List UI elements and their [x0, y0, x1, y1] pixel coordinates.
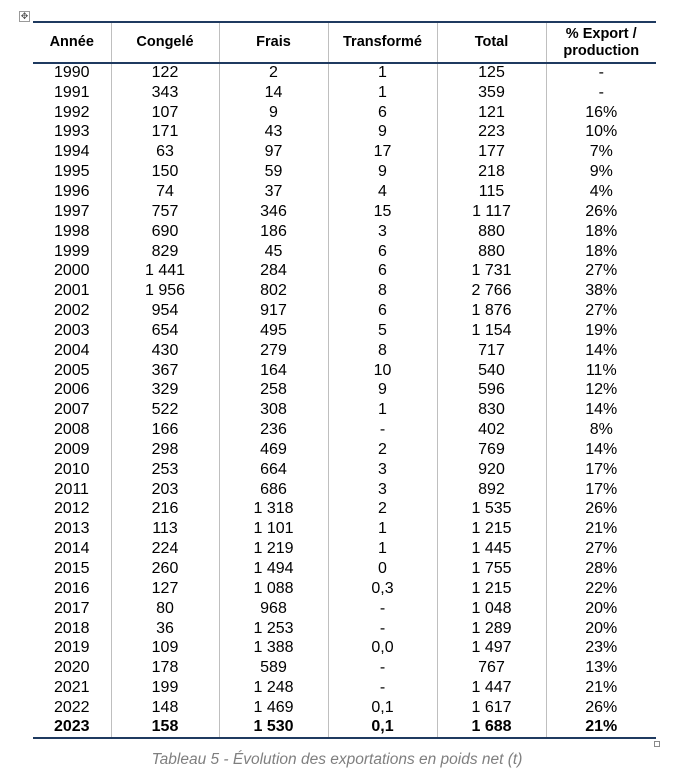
cell-annee: 1999 [53, 242, 90, 260]
table-row [33, 281, 656, 301]
cell-pct: 21% [546, 678, 656, 698]
cell-frais: 1 494 [219, 559, 328, 579]
cell-transforme: - [328, 658, 437, 678]
cell-congele: 171 [111, 123, 219, 143]
table-row [33, 500, 656, 520]
cell-transforme: 3 [328, 222, 437, 242]
cell-pct: 20% [546, 619, 656, 639]
table-row [33, 619, 656, 639]
table-row [33, 718, 656, 738]
table-row [33, 63, 656, 83]
table-row [33, 440, 656, 460]
cell-congele: 158 [111, 718, 219, 738]
cell-total: 1 688 [437, 718, 546, 738]
cell-pct: 18% [546, 242, 656, 262]
cell-congele: 522 [111, 400, 219, 420]
cell-frais: 686 [219, 480, 328, 500]
cell-transforme: 0,0 [328, 638, 437, 658]
cell-annee: 2019 [53, 639, 90, 657]
cell-frais: 1 219 [219, 539, 328, 559]
cell-pct: 14% [546, 440, 656, 460]
cell-transforme: 3 [328, 480, 437, 500]
cell-annee: 2009 [53, 440, 90, 458]
cell-transforme: 10 [328, 361, 437, 381]
cell-transforme: 2 [328, 440, 437, 460]
cell-pct: 27% [546, 301, 656, 321]
cell-pct: 23% [546, 638, 656, 658]
cell-congele: 113 [111, 519, 219, 539]
cell-total: 1 535 [437, 500, 546, 520]
cell-annee: 1992 [53, 103, 90, 121]
cell-pct: 17% [546, 460, 656, 480]
header-total: Total [437, 22, 546, 63]
cell-congele: 107 [111, 103, 219, 123]
cell-congele: 329 [111, 381, 219, 401]
cell-annee: 2005 [53, 361, 90, 379]
cell-annee: 2000 [53, 262, 90, 280]
table-row [33, 123, 656, 143]
table-row [33, 301, 656, 321]
cell-transforme: 8 [328, 281, 437, 301]
cell-transforme: 1 [328, 83, 437, 103]
cell-congele: 253 [111, 460, 219, 480]
table-row [33, 361, 656, 381]
cell-pct: 26% [546, 500, 656, 520]
table-body [33, 63, 656, 738]
cell-transforme: 8 [328, 341, 437, 361]
table-row [33, 381, 656, 401]
header-pct-export [546, 22, 656, 63]
cell-pct: 20% [546, 599, 656, 619]
cell-total: 402 [437, 420, 546, 440]
header-annee: Année [33, 22, 111, 63]
cell-transforme: 5 [328, 321, 437, 341]
cell-transforme: 9 [328, 162, 437, 182]
cell-transforme: - [328, 678, 437, 698]
cell-annee: 1990 [53, 64, 90, 82]
cell-total: 1 215 [437, 519, 546, 539]
cell-annee: 2018 [53, 619, 90, 637]
cell-frais: 164 [219, 361, 328, 381]
cell-frais: 43 [219, 123, 328, 143]
cell-congele: 260 [111, 559, 219, 579]
cell-congele: 122 [111, 63, 219, 83]
cell-frais: 2 [219, 63, 328, 83]
cell-pct: 7% [546, 142, 656, 162]
cell-total: 1 755 [437, 559, 546, 579]
cell-congele: 127 [111, 579, 219, 599]
cell-pct: - [546, 63, 656, 83]
cell-pct: 10% [546, 123, 656, 143]
table-row [33, 182, 656, 202]
cell-total: 830 [437, 400, 546, 420]
cell-frais: 236 [219, 420, 328, 440]
cell-congele: 150 [111, 162, 219, 182]
cell-total: 1 497 [437, 638, 546, 658]
cell-annee: 1993 [53, 123, 90, 141]
cell-pct: 14% [546, 341, 656, 361]
cell-annee: 2012 [53, 500, 90, 518]
cell-annee: 2006 [53, 381, 90, 399]
header-pct-line1: % Export / [565, 25, 637, 42]
table-row [33, 599, 656, 619]
cell-frais: 9 [219, 103, 328, 123]
cell-total: 1 154 [437, 321, 546, 341]
cell-total: 880 [437, 242, 546, 262]
cell-congele: 36 [111, 619, 219, 639]
cell-annee: 2001 [53, 282, 90, 300]
cell-total: 125 [437, 63, 546, 83]
table-row [33, 242, 656, 262]
cell-frais: 1 088 [219, 579, 328, 599]
cell-frais: 97 [219, 142, 328, 162]
cell-pct: 27% [546, 261, 656, 281]
cell-total: 1 215 [437, 579, 546, 599]
cell-transforme: 17 [328, 142, 437, 162]
cell-total: 1 289 [437, 619, 546, 639]
cell-congele: 954 [111, 301, 219, 321]
cell-transforme: 4 [328, 182, 437, 202]
table-row [33, 202, 656, 222]
cell-total: 177 [437, 142, 546, 162]
cell-total: 596 [437, 381, 546, 401]
cell-frais: 1 248 [219, 678, 328, 698]
cell-annee: 2016 [53, 579, 90, 597]
cell-transforme: 9 [328, 123, 437, 143]
cell-annee: 2013 [53, 520, 90, 538]
cell-annee: 2020 [53, 659, 90, 677]
cell-frais: 664 [219, 460, 328, 480]
cell-total: 769 [437, 440, 546, 460]
cell-total: 1 048 [437, 599, 546, 619]
cell-total: 115 [437, 182, 546, 202]
cell-congele: 654 [111, 321, 219, 341]
cell-congele: 80 [111, 599, 219, 619]
cell-pct: 27% [546, 539, 656, 559]
cell-total: 920 [437, 460, 546, 480]
cell-pct: 11% [546, 361, 656, 381]
cell-total: 218 [437, 162, 546, 182]
cell-total: 1 731 [437, 261, 546, 281]
cell-frais: 469 [219, 440, 328, 460]
table-move-handle-icon[interactable]: ✥ [20, 11, 29, 21]
table-row [33, 261, 656, 281]
table-header [33, 22, 656, 63]
cell-frais: 968 [219, 599, 328, 619]
cell-congele: 430 [111, 341, 219, 361]
table-caption: Tableau 5 - Évolution des exportations en poids net (t) [151, 751, 523, 768]
cell-annee: 1996 [53, 182, 90, 200]
table-row [33, 321, 656, 341]
cell-pct: 4% [546, 182, 656, 202]
table-row [33, 103, 656, 123]
cell-frais: 802 [219, 281, 328, 301]
cell-pct: 26% [546, 202, 656, 222]
header-transforme: Transformé [328, 22, 437, 63]
cell-transforme: 0,1 [328, 718, 437, 738]
cell-total: 2 766 [437, 281, 546, 301]
cell-pct: 14% [546, 400, 656, 420]
table-row [33, 579, 656, 599]
exports-table [33, 21, 656, 739]
cell-frais: 1 469 [219, 698, 328, 718]
cell-annee: 2023 [33, 718, 111, 738]
cell-congele: 74 [111, 182, 219, 202]
cell-congele: 1 441 [111, 261, 219, 281]
cell-pct: 21% [546, 519, 656, 539]
header-congele: Congelé [111, 22, 219, 63]
cell-congele: 148 [111, 698, 219, 718]
cell-transforme: 2 [328, 500, 437, 520]
cell-annee: 1995 [53, 163, 90, 181]
cell-total: 359 [437, 83, 546, 103]
cell-transforme: 3 [328, 460, 437, 480]
cell-transforme: 0,1 [328, 698, 437, 718]
cell-congele: 343 [111, 83, 219, 103]
cell-congele: 224 [111, 539, 219, 559]
cell-pct: 26% [546, 698, 656, 718]
cell-frais: 308 [219, 400, 328, 420]
cell-congele: 1 956 [111, 281, 219, 301]
cell-annee: 2003 [53, 321, 90, 339]
cell-annee: 2007 [53, 401, 90, 419]
cell-total: 223 [437, 123, 546, 143]
cell-annee: 1991 [53, 83, 90, 101]
table-row [33, 559, 656, 579]
cell-annee: 2014 [53, 540, 90, 558]
cell-congele: 166 [111, 420, 219, 440]
cell-annee: 2017 [53, 599, 90, 617]
cell-frais: 346 [219, 202, 328, 222]
cell-congele: 178 [111, 658, 219, 678]
cell-congele: 757 [111, 202, 219, 222]
cell-frais: 589 [219, 658, 328, 678]
cell-frais: 1 253 [219, 619, 328, 639]
cell-frais: 45 [219, 242, 328, 262]
cell-pct: 28% [546, 559, 656, 579]
cell-annee: 2002 [53, 302, 90, 320]
cell-frais: 1 101 [219, 519, 328, 539]
cell-transforme: 6 [328, 301, 437, 321]
cell-frais: 279 [219, 341, 328, 361]
cell-transforme: 1 [328, 400, 437, 420]
header-row [33, 22, 656, 63]
cell-transforme: - [328, 420, 437, 440]
cell-total: 717 [437, 341, 546, 361]
table-row [33, 162, 656, 182]
cell-congele: 199 [111, 678, 219, 698]
cell-frais: 495 [219, 321, 328, 341]
table-row [33, 142, 656, 162]
cell-frais: 37 [219, 182, 328, 202]
cell-congele: 216 [111, 500, 219, 520]
table-row [33, 420, 656, 440]
cell-pct: 19% [546, 321, 656, 341]
table-row [33, 678, 656, 698]
cell-transforme: 15 [328, 202, 437, 222]
cell-pct: - [546, 83, 656, 103]
cell-pct: 16% [546, 103, 656, 123]
table-row [33, 400, 656, 420]
cell-total: 1 117 [437, 202, 546, 222]
cell-annee: 2015 [53, 560, 90, 578]
cell-transforme: 6 [328, 261, 437, 281]
cell-transforme: 0,3 [328, 579, 437, 599]
cell-annee: 2022 [53, 698, 90, 716]
table-row [33, 460, 656, 480]
cell-congele: 367 [111, 361, 219, 381]
cell-congele: 203 [111, 480, 219, 500]
cell-frais: 284 [219, 261, 328, 281]
cell-total: 892 [437, 480, 546, 500]
cell-frais: 1 318 [219, 500, 328, 520]
header-pct-line2: production [563, 42, 640, 59]
table-row [33, 539, 656, 559]
cell-frais: 14 [219, 83, 328, 103]
table-row [33, 83, 656, 103]
cell-transforme: 6 [328, 242, 437, 262]
cell-annee: 2011 [54, 480, 89, 498]
table-row [33, 698, 656, 718]
table-row [33, 638, 656, 658]
cell-total: 121 [437, 103, 546, 123]
cell-annee: 2008 [53, 421, 90, 439]
cell-annee: 1998 [53, 222, 90, 240]
cell-annee: 2004 [53, 341, 90, 359]
table-row [33, 519, 656, 539]
cell-annee: 2010 [53, 460, 90, 478]
cell-total: 1 617 [437, 698, 546, 718]
table-row [33, 341, 656, 361]
cell-annee: 1997 [53, 202, 90, 220]
cell-pct: 17% [546, 480, 656, 500]
table-resize-handle[interactable] [654, 741, 660, 747]
cell-pct: 8% [546, 420, 656, 440]
cell-annee: 1994 [53, 143, 90, 161]
cell-pct: 12% [546, 381, 656, 401]
cell-annee: 2021 [53, 679, 90, 697]
cell-transforme: 1 [328, 519, 437, 539]
cell-congele: 109 [111, 638, 219, 658]
cell-total: 767 [437, 658, 546, 678]
table-row [33, 480, 656, 500]
cell-pct: 9% [546, 162, 656, 182]
cell-total: 1 447 [437, 678, 546, 698]
cell-frais: 1 530 [219, 718, 328, 738]
cell-transforme: 6 [328, 103, 437, 123]
cell-transforme: 1 [328, 63, 437, 83]
cell-transforme: - [328, 599, 437, 619]
table-row [33, 222, 656, 242]
header-frais: Frais [219, 22, 328, 63]
cell-transforme: 0 [328, 559, 437, 579]
cell-congele: 829 [111, 242, 219, 262]
cell-total: 1 876 [437, 301, 546, 321]
cell-pct: 13% [546, 658, 656, 678]
cell-total: 1 445 [437, 539, 546, 559]
table-row [33, 658, 656, 678]
cell-frais: 917 [219, 301, 328, 321]
cell-frais: 186 [219, 222, 328, 242]
cell-pct: 22% [546, 579, 656, 599]
cell-frais: 258 [219, 381, 328, 401]
cell-transforme: 9 [328, 381, 437, 401]
cell-frais: 1 388 [219, 638, 328, 658]
cell-congele: 690 [111, 222, 219, 242]
cell-transforme: 1 [328, 539, 437, 559]
cell-total: 880 [437, 222, 546, 242]
cell-pct: 38% [546, 281, 656, 301]
cell-frais: 59 [219, 162, 328, 182]
cell-congele: 298 [111, 440, 219, 460]
cell-congele: 63 [111, 142, 219, 162]
cell-pct: 21% [546, 718, 656, 738]
cell-pct: 18% [546, 222, 656, 242]
cell-transforme: - [328, 619, 437, 639]
cell-total: 540 [437, 361, 546, 381]
